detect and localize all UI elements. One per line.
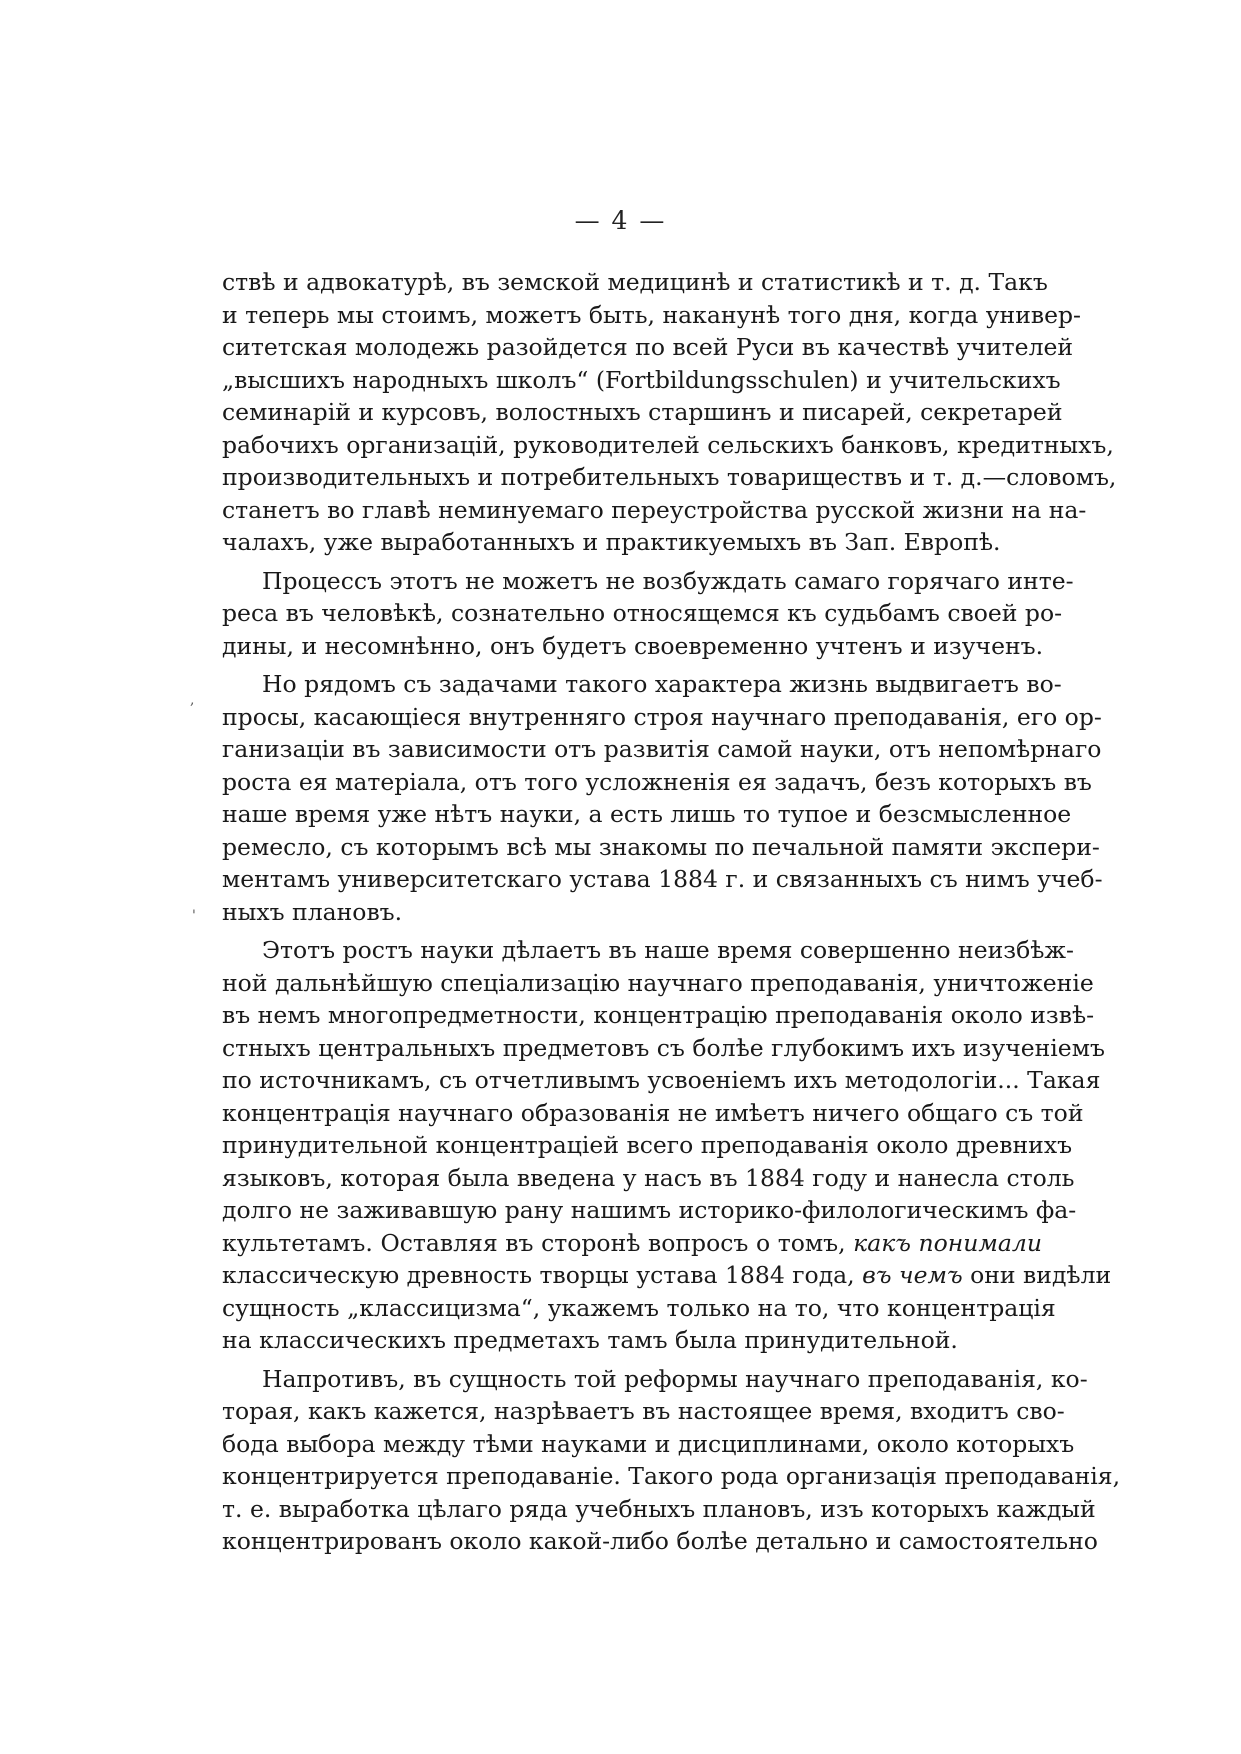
text-line: т. е. выработка цѣлаго ряда учебныхъ плановъ, изъ которыхъ каждый bbox=[222, 1494, 1096, 1523]
text-line: ментамъ университетскаго устава 1884 г. и связанныхъ съ нимъ учеб- bbox=[222, 865, 1103, 893]
text-line: станетъ во главѣ неминуемаго переустройства русской жизни на на- bbox=[222, 495, 1087, 524]
paragraph-start-line: Но рядомъ съ задачами такого характера жизнь выдвигаетъ во- bbox=[262, 670, 1062, 698]
text-segment: культетамъ. Оставляя въ сторонѣ вопросъ о томъ, bbox=[222, 1228, 846, 1257]
paragraph-start-line: Процессъ этотъ не можетъ не возбуждать самаго горячаго инте- bbox=[262, 566, 1074, 595]
margin-mark: ' bbox=[192, 908, 196, 924]
text-segment: они видѣли bbox=[970, 1261, 1112, 1289]
text-line-with-italic bbox=[222, 1227, 1042, 1260]
text-line: ситетская молодежь разойдется по всей Руси въ качествѣ учителей bbox=[222, 333, 1074, 361]
text-line: долго не заживавшую рану нашимъ историко-филологическимъ фа- bbox=[222, 1196, 1077, 1224]
text-line: принудительной концентраціей всего преподаванія около древнихъ bbox=[222, 1131, 1073, 1159]
page-number: — 4 — bbox=[574, 206, 667, 235]
text-line: ремесло, съ которымъ всѣ мы знакомы по печальной памяти экспери- bbox=[222, 832, 1100, 861]
text-line: рабочихъ организацій, руководителей сельскихъ банковъ, кредитныхъ, bbox=[222, 430, 1114, 459]
text-line: семинарій и курсовъ, волостныхъ старшинъ и писарей, секретарей bbox=[222, 398, 1063, 426]
text-line: бода выбора между тѣми науками и дисциплинами, около которыхъ bbox=[222, 1429, 1075, 1458]
text-line: ныхъ плановъ. bbox=[222, 897, 403, 926]
text-line: языковъ, которая была введена у насъ въ 1884 году и нанесла столь bbox=[222, 1163, 1075, 1192]
text-line: въ немъ многопредметности, концентрацію преподаванія около извѣ- bbox=[222, 1001, 1095, 1029]
paragraph-start-line: Этотъ ростъ науки дѣлаетъ въ наше время совершенно неизбѣж- bbox=[262, 936, 1074, 964]
margin-mark: , bbox=[190, 692, 195, 708]
text-line: дины, и несомнѣнно, онъ будетъ своевременно учтенъ и изученъ. bbox=[222, 631, 1044, 660]
text-line: наше время уже нѣтъ науки, а есть лишь то тупое и безсмысленное bbox=[222, 800, 1072, 828]
text-line: и теперь мы стоимъ, можетъ быть, наканунѣ того дня, когда универ- bbox=[222, 300, 1081, 329]
text-line: реса въ человѣкѣ, сознательно относящемся къ судьбамъ своей ро- bbox=[222, 599, 1063, 627]
italic-phrase: въ чемъ bbox=[862, 1261, 963, 1289]
paragraph-start-line: Напротивъ, въ сущность той реформы научнаго преподаванія, ко- bbox=[262, 1364, 1088, 1393]
text-line: ганизаціи въ зависимости отъ развитія самой науки, отъ непомѣрнаго bbox=[222, 735, 1102, 763]
text-line: концентрируется преподаваніе. Такого рода организація преподаванія, bbox=[222, 1462, 1121, 1490]
text-line: стныхъ центральныхъ предметовъ съ болѣе глубокимъ ихъ изученіемъ bbox=[222, 1033, 1105, 1062]
text-line: чалахъ, уже выработанныхъ и практикуемыхъ въ Зап. Европѣ. bbox=[222, 528, 1001, 556]
body-text bbox=[222, 266, 1121, 1558]
text-line-with-italic bbox=[222, 1259, 1112, 1292]
text-line: сущность „классицизма“, укажемъ только на то, что концентрація bbox=[222, 1293, 1056, 1322]
text-line: концентрація научнаго образованія не имѣетъ ничего общаго съ той bbox=[222, 1098, 1084, 1127]
text-line: ной дальнѣйшую спеціализацію научнаго преподаванія, уничтоженіе bbox=[222, 968, 1094, 997]
text-line: концентрированъ около какой-либо болѣе детально и самостоятельно bbox=[222, 1527, 1098, 1555]
text-line: торая, какъ кажется, назрѣваетъ въ настоящее время, входитъ сво- bbox=[222, 1397, 1065, 1425]
text-line: „высшихъ народныхъ школъ“ (Fortbildungsschulen) и учительскихъ bbox=[222, 365, 1061, 394]
text-line: на классическихъ предметахъ тамъ была принудительной. bbox=[222, 1326, 958, 1354]
text-line: по источникамъ, съ отчетливымъ усвоеніемъ ихъ методологіи... Такая bbox=[222, 1066, 1101, 1094]
text-line: просы, касающіеся внутренняго строя научнаго преподаванія, его ор- bbox=[222, 702, 1102, 731]
italic-phrase: какъ понимали bbox=[853, 1228, 1042, 1257]
text-line: роста ея матеріала, отъ того усложненія ея задачъ, безъ которыхъ въ bbox=[222, 767, 1092, 796]
text-line: производительныхъ и потребительныхъ товариществъ и т. д.—словомъ, bbox=[222, 463, 1117, 491]
text-segment: классическую древность творцы устава 1884 года, bbox=[222, 1261, 855, 1289]
text-line: ствѣ и адвокатурѣ, въ земской медицинѣ и статистикѣ и т. д. Такъ bbox=[222, 268, 1048, 296]
